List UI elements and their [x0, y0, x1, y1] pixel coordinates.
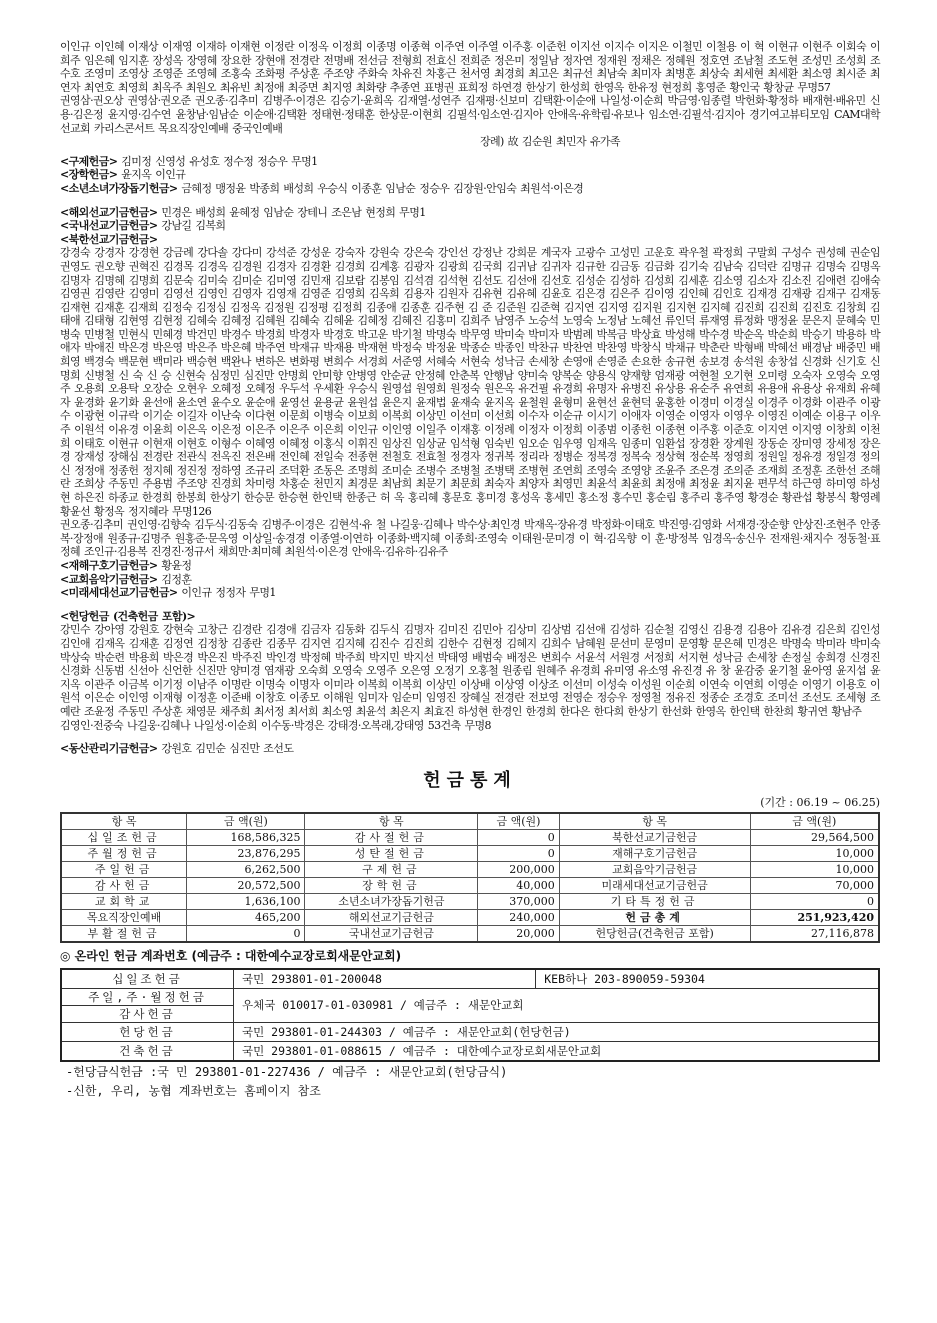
- account-label: [61, 988, 234, 1022]
- item-amount: 20,000: [478, 925, 560, 942]
- section-label: <장학헌금>: [60, 168, 118, 182]
- account-row: [61, 1022, 879, 1041]
- account-label-line: 감사헌금: [62, 1005, 233, 1022]
- item-name: 교회학교: [61, 893, 187, 909]
- item-name: 주일헌금: [61, 861, 187, 877]
- item-amount: 40,000: [478, 877, 560, 893]
- church-music-offering: [60, 573, 880, 587]
- section-label: <재해구호기금헌금>: [60, 558, 158, 572]
- account-label: 십일조헌금: [61, 969, 234, 989]
- account-note: -신한, 우리, 농협 계좌번호는 홈페이지 참조: [66, 1083, 321, 1098]
- section-label: <해외선교기금헌금>: [60, 205, 158, 219]
- item-name: 국내선교기금헌금: [305, 925, 478, 942]
- table-row: [61, 925, 879, 942]
- item-name: 부활절헌금: [61, 925, 187, 942]
- north-korea-mission-pairs: 권오종·김추미 권인영·김향숙 김두식·김동숙 김병주·이경은 김현석·유 철 나길웅·김혜나 박수상·최인경 박재옥·장유경 박정화·이태호 박진영·김영화 서재경·장순향 안상진·조현주 안종복·장정애 원종규·김명주 원홍준·문옥영 이상일·송경경 이종열·이연하 이종화·백지혜 이종희·조영숙 이태원·문미경 이 혁·김옥향 이 훈·방정복 임경옥·송신우 전재원·채지수 정동철·표정혜 조인규·김용복 진경진·정규서 채희만·최미혜 최원석·이은경 안애옥·김유하·김유주: [60, 518, 880, 559]
- account-label: 건축헌금: [61, 1041, 234, 1061]
- account-number: 국민 293801-01-244303 / 예금주 : 새문안교회(헌당헌금): [234, 1022, 880, 1041]
- total-label: 헌금총계: [559, 909, 750, 925]
- column-header: 항 목: [559, 813, 750, 830]
- item-name: 감사헌금: [61, 877, 187, 893]
- column-header: 항 목: [61, 813, 187, 830]
- item-amount: 1,636,100: [187, 893, 305, 909]
- item-amount: 200,000: [478, 861, 560, 877]
- offering-stats-table: [60, 812, 880, 943]
- table-row: [61, 909, 879, 925]
- account-table: [60, 968, 880, 1062]
- donor-list-funeral: 장례) 故 김순원 최민자 유가족: [480, 135, 620, 149]
- donor-list-pairs: 권영삼·권오상 권영삼·권오준 권오종·김추미 김병주·이경은 김승기·윤희옥 김재열·성연주 김재평·신보미 김택환·이순애 나일성·이순희 박금영·임종렬 박헌화·황정하 배재현·배유민 신 용·김은정 윤지영·김수연 윤창남·임남순 이순애·김택환 정태현·정태훈 한상문·이현희 김필석·임소연·김지아 안애옥·유학림·유보나 임소연·김필석·김지아 경기여고뷰티모임 CAM대학선교회 카리스콘서트 목요직장인예배 중국인예배: [60, 94, 880, 135]
- account-row: [61, 969, 879, 989]
- disaster-relief-offering: [60, 559, 880, 573]
- account-row: [61, 1041, 879, 1061]
- total-amount: 251,923,420: [750, 909, 879, 925]
- donor-list-continued: 이인규 이인혜 이재상 이재영 이재하 이재현 이정란 이정옥 이정희 이종명 이종혁 이주연 이주열 이주홍 이준헌 이지선 이지수 이지은 이철민 이철용 이 혁 이현규 이현주 이회숙 이희주 임은혜 임지훈 장성옥 장영혜 장요한 장현애 전경란 전명배 전선금 전형희 전효신 전희준 정은미 정일남 정자연 정재원 정채은 정혜원 정호연 조남철 조도현 조성민 조성희 조수호 조영미 조영상 조영준 조영혜 조홍숙 조화평 주상훈 주조양 주화숙 차유진 차홍근 천서영 최경희 최고은 최규선 최남숙 최미자 최병훈 최상숙 최세현 최세환 최소영 최시준 최연자 최연호 최영희 최옥주 최원오 최유빈 최정애 최증면 최지영 최화량 추종연 표병권 표희정 하연경 한상기 한성희 한영옥 한유정 현정희 홍영준 황인국 황창균 무명57: [60, 40, 880, 94]
- item-name: 목요직장인예배: [61, 909, 187, 925]
- dedication-offering-label: [60, 610, 880, 624]
- item-amount: 23,876,295: [187, 845, 305, 861]
- online-accounts-title: ◎ 온라인 헌금 계좌번호 (예금주 : 대한예수교장로회새문안교회): [60, 948, 402, 963]
- account-number: 국민 293801-01-200048: [234, 969, 536, 989]
- section-label: <북한선교기금헌금>: [60, 232, 158, 246]
- section-label: <미래세대선교기금헌금>: [60, 586, 178, 600]
- table-row: [61, 877, 879, 893]
- item-amount: 0: [478, 845, 560, 861]
- section-label: <헌당헌금 (건축헌금 포함)>: [60, 609, 196, 623]
- item-name: 교회음악기금헌금: [559, 861, 750, 877]
- section-label: <동산관리기금헌금>: [60, 742, 158, 756]
- account-number: 국민 293801-01-088615 / 예금주 : 대한예수교장로회새문안교회: [234, 1041, 880, 1061]
- item-amount: 20,572,500: [187, 877, 305, 893]
- scholarship-offering: [60, 168, 880, 182]
- north-korea-mission-label: [60, 233, 880, 247]
- item-amount: 10,000: [750, 861, 879, 877]
- table-header-row: [61, 813, 879, 830]
- item-amount: 70,000: [750, 877, 879, 893]
- column-header: 항 목: [305, 813, 478, 830]
- donor-names: 김정훈: [161, 572, 192, 586]
- item-amount: 27,116,878: [750, 925, 879, 942]
- table-row: [61, 829, 879, 845]
- donor-names: 강남길 김복희: [161, 219, 226, 233]
- donor-names: 이인규 정정자 무명1: [181, 586, 276, 600]
- section-label: <구제헌금>: [60, 154, 118, 168]
- account-number: KEB하나 203-890059-59304: [536, 969, 879, 989]
- overseas-mission-offering: [60, 206, 880, 220]
- column-header: 금 액(원): [187, 813, 305, 830]
- column-header: 금 액(원): [750, 813, 879, 830]
- item-name: 구제헌금: [305, 861, 478, 877]
- item-amount: 0: [750, 893, 879, 909]
- account-note: -헌당금식헌금 :국 민 293801-01-227436 / 예금주 : 새문안교회(헌당금식): [66, 1064, 508, 1079]
- table-row: [61, 893, 879, 909]
- item-name: 주월정헌금: [61, 845, 187, 861]
- donor-names: 윤지옥 이인규: [121, 168, 186, 182]
- item-amount: 370,000: [478, 893, 560, 909]
- column-header: 금 액(원): [478, 813, 560, 830]
- donor-names: 황윤정: [161, 558, 192, 572]
- account-label-line: 주일,주·월정헌금: [88, 989, 207, 1004]
- item-name: 북한선교기금헌금: [559, 829, 750, 845]
- item-amount: 0: [187, 925, 305, 942]
- stats-title: 헌금통계: [423, 769, 517, 791]
- youth-support-offering: [60, 182, 880, 196]
- domestic-mission-offering: [60, 219, 880, 233]
- account-label: 헌당헌금: [61, 1022, 234, 1041]
- dedication-offering-donors: 강민수 강아영 강원호 강현숙 고창근 김경란 김경애 김금자 김동화 김두식 김명자 김미진 김민아 김상미 김상범 김선애 김성하 김순철 김영신 김용경 김용아 김유경 김은희 김인성 김인애 김재옥 김재훈 김정연 김정창 김종란 김종무 김지연 김지혜 김진수 김진희 김한수 김현정 김혜지 김희수 남혜원 문선미 문영미 문영황 문은혜 민경은 박명숙 박미라 박미숙 박상숙 박순련 박용희 박은경 박은진 박주진 박인경 박정혜 박주희 박지민 박지선 박태영 배범숙 배정은 변희수 서윤석 서원경 서정희 서지현 성낙금 손세창 손정실 송희경 신경진 신경화 신동범 신선아 신언한 신진만 양미경 염재광 오숙희 오영숙 오영주 오은영 오정기 오홍철 원종림 원혜주 유경희 유미영 유소영 유진경 유 창 윤감중 윤기철 윤아영 윤지섭 윤지옥 이관주 이금복 이기정 이남주 이명란 이명숙 이명자 이미라 이복희 이복희 이상민 이상배 이상영 이상조 이선미 이성숙 이성원 이순희 이연숙 이연희 이영순 이영기 이용호 이원석 이은순 이인영 이재형 이정훈 이준배 이창호 이종모 이해원 임미자 임순미 임영진 장혜실 전경란 전보영 전영순 정승우 정영철 정유진 정종순 조경호 조미선 조선도 조세형 조예란 조윤정 주동민 주상훈 채영문 채주희 최서정 최서희 최소영 최윤석 최은지 최효진 하성현 한경인 한경희 한다은 한다희 한상기 한선화 한영옥 한인택 한찬희 황귀연 황남주: [60, 623, 880, 718]
- section-label: <국내선교기금헌금>: [60, 219, 158, 233]
- relief-offering: [60, 155, 880, 169]
- item-name: 해외선교기금헌금: [305, 909, 478, 925]
- north-korea-mission-donors: 강경숙 강경자 강경현 강금례 강다솔 강다미 강석준 강성운 강숙자 강원숙 강은숙 강인선 강정난 강희문 계국자 고광수 고성민 고운호 곽우철 곽정희 구말희 구성수 권성혜 권순임 권영도 권오향 권혁진 김경목 김경옥 김경원 김경자 김경환 김경희 김계홍 김광자 김광희 김국희 김귀남 김귀자 김규한 김금동 김금화 김기숙 김남숙 김덕란 김명규 김명숙 김명옥 김명자 김명혜 김명희 김문숙 김미숙 김미순 김미영 김민재 김보람 김봉임 김석겸 김석현 김선도 김선애 김선호 김성순 김성하 김성희 김세훈 김소영 김소자 김소진 김애련 김애숙 김영권 김영란 김영미 김영선 김영인 김영자 김영재 김영준 김영희 김옥희 김용자 김원자 김유현 김유혜 김윤호 김은경 김은주 김이영 김인혜 김인호 김재경 김재광 김재구 김재동 김재현 김재훈 김재희 김정숙 김정심 김정옥 김정원 김정평 김정희 김종애 김종훈 김주현 김 준 김준원 김준혁 김지연 김지영 김지원 김지현 김지혜 김진희 김진희 김진호 김창희 김태애 김태형 김현영 김현정 김혜숙 김혜정 김혜원 김혜숙 김혜윤 김혜정 김혜진 김홍미 김희주 남영주 노승석 노영숙 노정남 노혜선 류인덕 류재영 류정화 맹정윤 문은지 문혜숙 민병숙 민병철 민현식 민혜경 박건민 박경수 박경희 박경자 박경호 박고운 박기철 박명숙 박무영 박미숙 박미자 박범례 박복금 박상효 박성해 박수경 박순옥 박순희 박승기 박용하 박애자 박애진 박은경 박은영 박은주 박은혜 박주연 박재규 박재용 박재현 박정숙 박정윤 박종순 박종인 박찬규 박찬연 박찬영 박창식 박채규 박춘란 박형배 박혜선 배경남 배중민 배희영 백경숙 백문현 백미라 백승현 백완나 변하은 변화평 변희수 서경희 서준영 서혜숙 서현숙 성낙금 손세창 손영애 손영준 손요한 송규현 송보경 송석원 송창섭 신경화 신기호 신명희 신병철 신 숙 신 승 신현숙 심정민 심진만 안명희 안미향 안병영 안순균 안정혜 안춘복 안행남 양미숙 양복순 양용식 양재향 엄재광 여현철 오기현 오미령 오숙자 오영숙 오영주 오용희 오용탁 오장순 오현우 오혜정 오혜정 우두석 우세환 우승식 원영섭 원영희 원정숙 원은옥 유건필 유경희 유명자 유병진 유상용 유순주 유연희 유용애 유용상 유재희 유혜자 윤경화 윤기화 윤선애 윤소연 윤수오 윤순애 윤영선 윤용균 윤원섭 윤은지 윤재법 윤재숙 윤지옥 윤철원 윤형미 윤현선 윤현덕 윤홍한 이경미 이경실 이경주 이경화 이관주 이광수 이광현 이규락 이기순 이길자 이난숙 이다현 이문희 이병숙 이보희 이복희 이상민 이선미 이선희 이수자 이순규 이시기 이애자 이영순 이영자 이영우 이영진 이예순 이용구 이우주 이원석 이유경 이윤희 이은옥 이은정 이은주 이은주 이은희 이인규 이인영 이일주 이재홍 이정례 이정자 이정희 이종범 이종헌 이종현 이주홍 이준호 이지연 이지영 이창희 이천희 이태호 이현규 이현재 이현호 이형수 이혜영 이혜정 이홍식 이휘진 임상진 임상균 임석형 임숙빈 임오순 임우영 임재옥 임종미 임환섭 장경환 장계원 장동순 장미영 장세정 장은경 장재성 장해심 전경란 전관식 전옥진 전은배 전인혜 전일숙 전종현 전철호 전효철 정경자 정귀복 정리라 정병순 정복경 정복숙 정상혁 정순복 정영희 정원일 정유경 정일경 정의신 정정애 정종헌 정지혜 정진정 정하영 조규리 조덕환 조동은 조명희 조미순 조병수 조병철 조병택 조병현 조연희 조영숙 조영양 조윤주 조은경 조의준 조재희 조정훈 조한선 조해란 조희상 주동민 주용범 주조양 진경희 차미령 차홍순 천민지 최경문 최남희 최문기 최문희 최숙자 최양자 최영민 최윤석 최윤희 최정애 최정윤 최지윤 편무석 하근영 하미영 하성현 하은진 하종교 한경희 한봉희 한상기 한승문 한승현 한인택 한종근 허 옥 홍리혜 홍문호 홍미경 홍성옥 홍세민 홍소정 홍수민 홍순림 홍주리 홍주영 황경순 황관섭 황봉식 황영례 황윤선 황정옥 정지혜라 무명126: [60, 246, 880, 518]
- future-generation-offering: [60, 586, 880, 600]
- stats-period: (기간 : 06.19 ~ 06.25): [760, 795, 880, 809]
- bulletin-page: [60, 40, 880, 1100]
- item-name: 미래세대선교기금헌금: [559, 877, 750, 893]
- item-amount: 29,564,500: [750, 829, 879, 845]
- item-name: 헌당헌금(건축헌금 포함): [559, 925, 750, 942]
- account-number: 우체국 010017-01-030981 / 예금주 : 새문안교회: [234, 988, 880, 1022]
- item-amount: 168,586,325: [187, 829, 305, 845]
- donor-names: 강원호 김민순 심진만 조선도: [161, 742, 294, 756]
- item-amount: 0: [478, 829, 560, 845]
- account-row: [61, 988, 879, 1022]
- table-row: [61, 861, 879, 877]
- table-row: [61, 845, 879, 861]
- item-amount: 10,000: [750, 845, 879, 861]
- property-offering: [60, 742, 880, 756]
- item-amount: 465,200: [187, 909, 305, 925]
- dedication-offering-pairs: 김영인·전중숙 나길웅·김혜나 나일성·이순희 이수동·박경은 강태경·오복래,강태영 53건축 무명8: [60, 718, 491, 732]
- item-name: 소년소녀가장돕기헌금: [305, 893, 478, 909]
- item-amount: 240,000: [478, 909, 560, 925]
- section-label: <교회음악기금헌금>: [60, 572, 158, 586]
- donor-names: 금혜정 맹정윤 박종희 배성희 우승식 이종훈 임남순 정승우 김장원·안임숙 최원석·이은경: [181, 181, 584, 195]
- item-name: 성탄절헌금: [305, 845, 478, 861]
- donor-names: 김미정 신영성 유성호 정수정 정승우 무명1: [121, 154, 318, 168]
- item-name: 감사절헌금: [305, 829, 478, 845]
- donor-names: 민경은 배성희 윤혜정 임남순 장테니 조은남 현정희 무명1: [161, 205, 426, 219]
- item-name: 장학헌금: [305, 877, 478, 893]
- section-label: <소년소녀가장돕기헌금>: [60, 181, 178, 195]
- item-name: 기타특정헌금: [559, 893, 750, 909]
- item-name: 재해구호기금헌금: [559, 845, 750, 861]
- item-amount: 6,262,500: [187, 861, 305, 877]
- item-name: 십일조헌금: [61, 829, 187, 845]
